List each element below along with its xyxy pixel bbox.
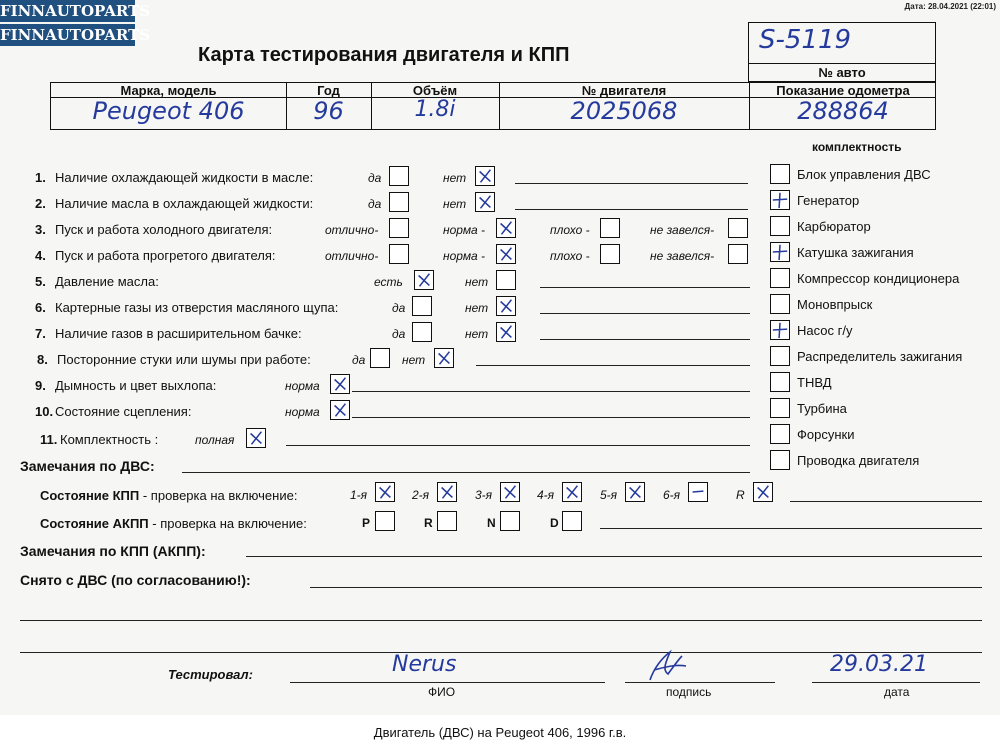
- test-option-label: плохо -: [550, 223, 590, 237]
- test-label: Наличие охлаждающей жидкости в масле:: [55, 170, 314, 185]
- image-caption: Двигатель (ДВС) на Peugeot 406, 1996 г.в.: [0, 715, 1000, 750]
- kpp-gear-label: 3-я: [475, 488, 493, 502]
- test-notes-line: [515, 209, 748, 210]
- fio-line: [290, 682, 605, 683]
- kpp-gear-checkbox[interactable]: [500, 482, 520, 502]
- test-checkbox[interactable]: [475, 192, 495, 212]
- date-handwritten: 29.03.21: [830, 652, 928, 677]
- test-option-label: да: [352, 353, 366, 367]
- test-checkbox[interactable]: [434, 348, 454, 368]
- test-option-label: полная: [195, 433, 235, 447]
- remarks-kpp-label: Замечания по КПП (АКПП):: [20, 543, 206, 559]
- completeness-item-label: ТНВД: [797, 375, 832, 390]
- test-label: Наличие газов в расширительном бачке:: [55, 326, 302, 341]
- test-notes-line: [286, 445, 750, 446]
- test-number: 2.: [35, 196, 46, 211]
- dash-mark-icon: [689, 483, 707, 501]
- test-option-label: отлично-: [325, 249, 379, 263]
- kpp-gear-checkbox[interactable]: [562, 482, 582, 502]
- kpp-label: Состояние КПП - проверка на включение:: [40, 488, 298, 503]
- completeness-checkbox[interactable]: [770, 242, 790, 262]
- test-option-label: норма -: [443, 223, 486, 237]
- check-x-icon: [563, 483, 581, 501]
- check-x-icon: [331, 375, 349, 393]
- date-stamp: Дата: 28.04.2021 (22:01): [904, 2, 996, 11]
- tested-label: Тестировал:: [168, 667, 253, 682]
- completeness-item-label: Форсунки: [797, 427, 855, 442]
- kpp-gear-label: 2-я: [412, 488, 430, 502]
- test-checkbox[interactable]: [496, 270, 516, 290]
- sign-line: [625, 682, 775, 683]
- completeness-item-label: Компрессор кондиционера: [797, 271, 960, 286]
- test-checkbox[interactable]: [370, 348, 390, 368]
- test-number: 5.: [35, 274, 46, 289]
- check-x-icon: [497, 297, 515, 315]
- test-label: Посторонние стуки или шумы при работе:: [57, 352, 311, 367]
- completeness-item-label: Распределитель зажигания: [797, 349, 963, 364]
- table-header-5: Показание одометра: [776, 83, 910, 98]
- test-checkbox[interactable]: [475, 166, 495, 186]
- completeness-item-label: Моновпрыск: [797, 297, 873, 312]
- completeness-checkbox[interactable]: [770, 164, 790, 184]
- test-option-label: норма: [285, 379, 320, 393]
- test-option-label: да: [368, 197, 382, 211]
- test-checkbox[interactable]: [330, 374, 350, 394]
- check-x-icon: [497, 323, 515, 341]
- akpp-position-label: P: [362, 516, 371, 530]
- date-label: дата: [884, 685, 910, 699]
- akpp-position-checkbox[interactable]: [375, 511, 395, 531]
- kpp-line: [790, 501, 982, 502]
- kpp-gear-label: 1-я: [350, 488, 368, 502]
- check-x-icon: [376, 483, 394, 501]
- test-checkbox[interactable]: [496, 244, 516, 264]
- date-line: [812, 682, 980, 683]
- test-notes-line: [540, 287, 750, 288]
- test-checkbox[interactable]: [728, 244, 748, 264]
- test-checkbox[interactable]: [496, 296, 516, 316]
- plus-mark-icon: [771, 191, 789, 209]
- test-option-label: плохо -: [550, 249, 590, 263]
- kpp-gear-checkbox[interactable]: [375, 482, 395, 502]
- form-title: Карта тестирования двигателя и КПП: [198, 44, 570, 66]
- completeness-item-label: Проводка двигателя: [797, 453, 920, 468]
- table-header-2: Год: [317, 83, 340, 98]
- completeness-item-label: Турбина: [797, 401, 847, 416]
- removed-label: Снято с ДВС (по согласованию!):: [20, 572, 251, 588]
- test-option-label: нет: [443, 197, 467, 211]
- signature-image: [640, 646, 690, 686]
- table-header-3: Объём: [412, 83, 458, 98]
- table-header-1: Марка, модель: [120, 83, 217, 98]
- kpp-gear-label: 6-я: [663, 488, 681, 502]
- fio-label: ФИО: [428, 685, 456, 699]
- test-option-label: нет: [465, 301, 489, 315]
- removed-line-2: [20, 620, 982, 621]
- remarks-engine-label: Замечания по ДВС:: [20, 458, 155, 474]
- completeness-item-label: Карбюратор: [797, 219, 871, 234]
- test-checkbox[interactable]: [496, 322, 516, 342]
- test-option-label: не завелся-: [650, 223, 715, 237]
- check-x-icon: [501, 483, 519, 501]
- test-label: Пуск и работа холодного двигателя:: [55, 222, 273, 237]
- akpp-position-checkbox[interactable]: [437, 511, 457, 531]
- auto-number-box: [748, 22, 936, 82]
- completeness-checkbox[interactable]: [770, 190, 790, 210]
- test-option-label: нет: [465, 275, 489, 289]
- test-notes-line: [540, 339, 750, 340]
- completeness-item-label: Генератор: [797, 193, 860, 208]
- completeness-checkbox[interactable]: [770, 450, 790, 470]
- completeness-checkbox[interactable]: [770, 320, 790, 340]
- kpp-gear-checkbox[interactable]: [753, 482, 773, 502]
- test-option-label: норма: [285, 405, 320, 419]
- akpp-position-checkbox[interactable]: [500, 511, 520, 531]
- test-option-label: не завелся-: [650, 249, 715, 263]
- removed-line-1: [310, 587, 982, 588]
- test-checkbox[interactable]: [330, 400, 350, 420]
- vehicle-info-table: [50, 82, 936, 130]
- kpp-gear-checkbox[interactable]: [688, 482, 708, 502]
- test-label: Дымность и цвет выхлопа:: [55, 378, 217, 393]
- brand-logo-bottom: FINNAUTOPARTS: [0, 26, 151, 44]
- completeness-item-label: Блок управления ДВС: [797, 167, 931, 182]
- kpp-gear-label: 4-я: [537, 488, 555, 502]
- table-header-line: [51, 97, 935, 98]
- check-x-icon: [476, 167, 494, 185]
- test-checkbox[interactable]: [389, 218, 409, 238]
- kpp-gear-label: R: [736, 488, 745, 502]
- test-checkbox[interactable]: [600, 244, 620, 264]
- test-option-label: есть: [374, 275, 403, 289]
- akpp-position-checkbox[interactable]: [562, 511, 582, 531]
- test-label: Состояние сцепления:: [55, 404, 192, 419]
- test-label: Комплектность :: [60, 432, 159, 447]
- akpp-label: Состояние АКПП - проверка на включение:: [40, 516, 307, 531]
- test-checkbox[interactable]: [600, 218, 620, 238]
- completeness-title: комплектность: [812, 140, 902, 154]
- test-number: 7.: [35, 326, 46, 341]
- test-checkbox[interactable]: [728, 218, 748, 238]
- test-option-label: да: [368, 171, 382, 185]
- brand-logo-top: FINNAUTOPARTS: [0, 2, 151, 20]
- table-value-5: 288864: [797, 97, 889, 125]
- akpp-position-label: N: [487, 516, 496, 530]
- test-option-label: нет: [465, 327, 489, 341]
- completeness-checkbox[interactable]: [770, 398, 790, 418]
- completeness-checkbox[interactable]: [770, 294, 790, 314]
- remarks-kpp-line: [246, 556, 982, 557]
- completeness-checkbox[interactable]: [770, 372, 790, 392]
- table-header-4: № двигателя: [581, 83, 667, 98]
- test-checkbox[interactable]: [389, 244, 409, 264]
- completeness-item-label: Насос г/у: [797, 323, 853, 338]
- remarks-engine-line: [182, 472, 750, 473]
- kpp-gear-checkbox[interactable]: [625, 482, 645, 502]
- test-number: 8.: [37, 352, 48, 367]
- tester-name-handwritten: Nerus: [392, 652, 457, 677]
- auto-number-handwritten: S-5119: [759, 25, 852, 55]
- akpp-position-label: R: [424, 516, 433, 530]
- test-option-label: нет: [402, 353, 426, 367]
- plus-mark-icon: [771, 321, 789, 339]
- test-checkbox[interactable]: [496, 218, 516, 238]
- test-option-label: нет: [443, 171, 467, 185]
- test-option-label: да: [392, 301, 406, 315]
- test-number: 3.: [35, 222, 46, 237]
- test-checkbox[interactable]: [412, 296, 432, 316]
- test-checkbox[interactable]: [389, 166, 409, 186]
- test-number: 9.: [35, 378, 46, 393]
- kpp-gear-checkbox[interactable]: [437, 482, 457, 502]
- test-notes-line: [540, 313, 750, 314]
- test-number: 1.: [35, 170, 46, 185]
- test-option-label: да: [392, 327, 406, 341]
- sign-label: подпись: [666, 685, 712, 699]
- check-x-icon: [438, 483, 456, 501]
- check-x-icon: [247, 429, 265, 447]
- test-number: 6.: [35, 300, 46, 315]
- check-x-icon: [415, 271, 433, 289]
- test-notes-line: [476, 365, 750, 366]
- table-value-1: Peugeot 406: [92, 97, 245, 125]
- test-label: Картерные газы из отверстия масляного щупа:: [55, 300, 339, 315]
- check-x-icon: [435, 349, 453, 367]
- test-checkbox[interactable]: [412, 322, 432, 342]
- test-option-label: отлично-: [325, 223, 379, 237]
- table-value-3: 1.8i: [414, 97, 456, 122]
- completeness-checkbox[interactable]: [770, 346, 790, 366]
- test-checkbox[interactable]: [414, 270, 434, 290]
- check-x-icon: [754, 483, 772, 501]
- completeness-checkbox[interactable]: [770, 268, 790, 288]
- akpp-line: [600, 528, 982, 529]
- test-checkbox[interactable]: [389, 192, 409, 212]
- auto-number-label: № авто: [818, 65, 866, 80]
- completeness-item-label: Катушка зажигания: [797, 245, 914, 260]
- check-x-icon: [476, 193, 494, 211]
- check-x-icon: [497, 219, 515, 237]
- check-x-icon: [497, 245, 515, 263]
- test-checkbox[interactable]: [246, 428, 266, 448]
- test-number: 11.: [40, 432, 58, 447]
- completeness-checkbox[interactable]: [770, 216, 790, 236]
- test-number: 4.: [35, 248, 46, 263]
- test-label: Наличие масла в охлаждающей жидкости:: [55, 196, 314, 211]
- completeness-checkbox[interactable]: [770, 424, 790, 444]
- test-notes-line: [352, 391, 750, 392]
- test-label: Пуск и работа прогретого двигателя:: [55, 248, 276, 263]
- plus-mark-icon: [771, 243, 789, 261]
- akpp-position-label: D: [550, 516, 559, 530]
- kpp-gear-label: 5-я: [600, 488, 618, 502]
- table-value-2: 96: [313, 97, 344, 125]
- test-notes-line: [515, 183, 748, 184]
- check-x-icon: [331, 401, 349, 419]
- test-option-label: норма -: [443, 249, 486, 263]
- test-label: Давление масла:: [55, 274, 159, 289]
- table-value-4: 2025068: [570, 97, 678, 125]
- test-number: 10.: [35, 404, 54, 419]
- test-notes-line: [352, 417, 750, 418]
- check-x-icon: [626, 483, 644, 501]
